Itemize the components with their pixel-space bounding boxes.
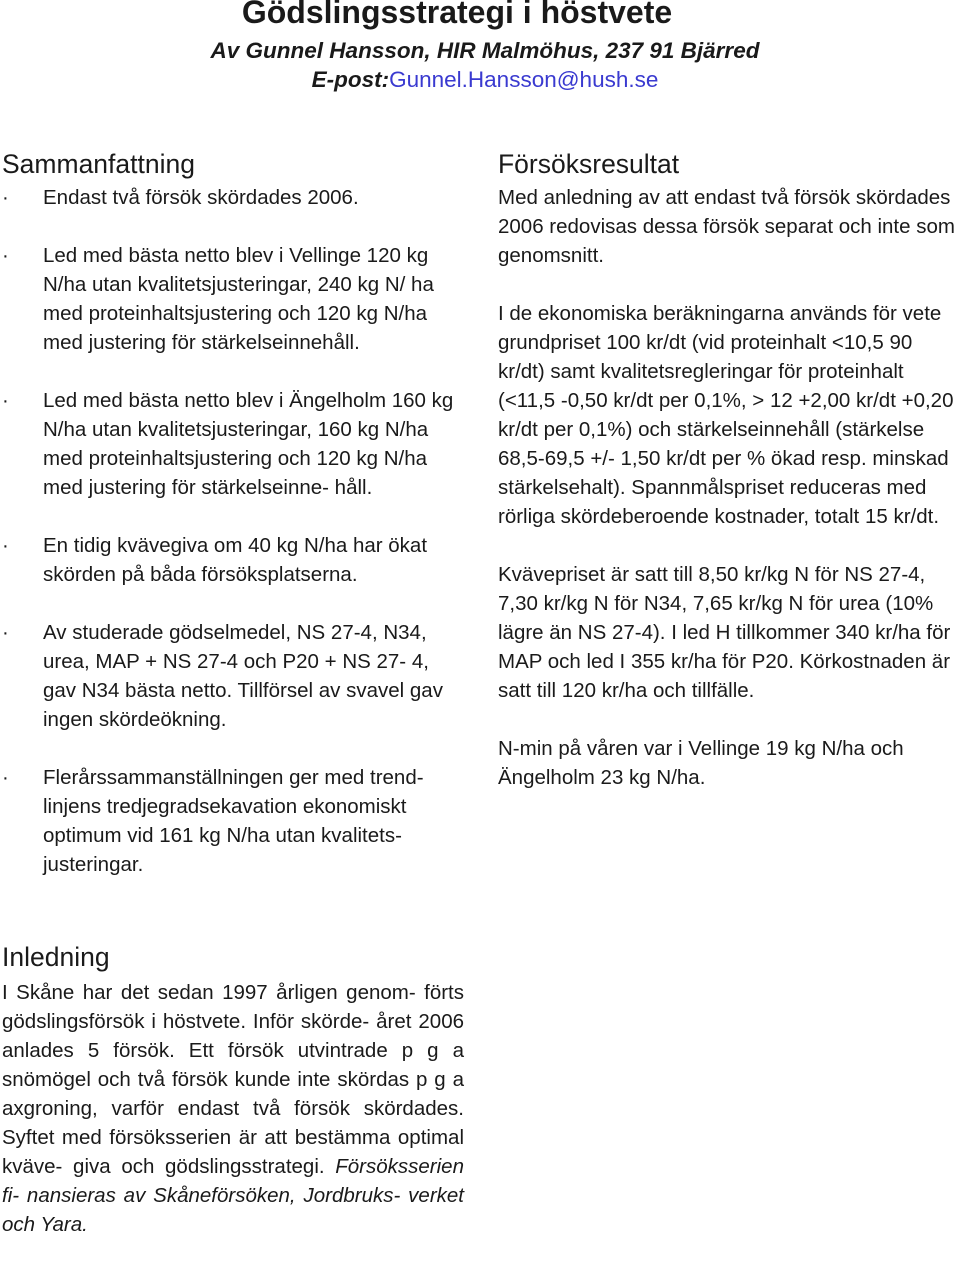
bullet-icon: · xyxy=(2,621,9,644)
email-line xyxy=(0,67,960,93)
summary-item-text: Led med bästa netto blev i Ängelholm 160 kg N/ha utan kvalitetsjusteringar, 160 kg N/ha med proteinhaltsjustering och 120 kg N/ha med justering för stärkelseinne- håll. xyxy=(43,389,454,499)
results-heading: Försöksresultat xyxy=(498,149,680,179)
bullet-icon: · xyxy=(2,186,9,209)
summary-item-text: En tidig kvävegiva om 40 kg N/ha har ökat skörden på båda försöksplatserna. xyxy=(43,534,428,586)
summary-item-text: Av studerade gödselmedel, NS 27-4, N34, urea, MAP + NS 27-4 och P20 + NS 27- 4, gav N34 bästa netto. Tillförsel av svavel gav ingen skördeökning. xyxy=(43,621,443,731)
summary-item xyxy=(2,386,464,502)
document-title: Gödslingsstrategi i höstvete xyxy=(241,0,673,30)
summary-item-text: Led med bästa netto blev i Vellinge 120 kg N/ha utan kvalitetsjusteringar, 240 kg N/ ha med proteinhaltsjustering och 120 kg N/ha med justering för stärkelseinnehåll. xyxy=(43,244,434,354)
bullet-icon: · xyxy=(2,766,9,789)
results-paragraph: N-min på våren var i Vellinge 19 kg N/ha och Ängelholm 23 kg N/ha. xyxy=(498,737,904,789)
summary-section xyxy=(2,145,464,908)
summary-heading: Sammanfattning xyxy=(2,149,195,179)
summary-item-text: Endast två försök skördades 2006. xyxy=(43,186,359,209)
intro-heading: Inledning xyxy=(2,942,110,972)
bullet-icon: · xyxy=(2,244,9,267)
results-section xyxy=(498,145,960,821)
intro-funding-text: Försöksserien fi- nansieras av Skåneförsöken, Jordbruks- verket och Yara. xyxy=(2,1155,464,1236)
summary-list xyxy=(2,183,464,879)
summary-item xyxy=(2,241,464,357)
bullet-icon: · xyxy=(2,389,9,412)
email-link[interactable]: Gunnel.Hansson@hush.se xyxy=(389,67,659,92)
bullet-icon: · xyxy=(2,534,9,557)
summary-item-text: Flerårssammanställningen ger med trend- linjens tredjegradsekavation ekonomiskt optimum vid 161 kg N/ha utan kvalitets- justeringar. xyxy=(43,766,424,876)
author-byline: Av Gunnel Hansson, HIR Malmöhus, 237 91 Bjärred xyxy=(210,38,760,63)
summary-item xyxy=(2,763,464,879)
summary-item xyxy=(2,531,464,589)
summary-item xyxy=(2,618,464,734)
results-paragraph: I de ekonomiska beräkningarna används för vete grundpriset 100 kr/dt (vid proteinhalt <10,5 90 kr/dt) samt kvalitetsregleringar för proteinhalt (<11,5 -0,50 kr/dt per 0,1%, > 12 +2,00 kr/dt +0,20 kr/dt per 0,1%) och stärkelseinnehåll (stärkelse 68,5-69,5 +/- 1,50 kr/dt per % ökad resp. minskad stärkelsehalt). Spannmålspriset reduceras med rörliga skördeberoende kostnader, totalt 15 kr/dt. xyxy=(498,302,954,528)
results-paragraph: Kvävepriset är satt till 8,50 kr/kg N för NS 27-4, 7,30 kr/kg N för N34, 7,65 kr/kg N för urea (10% lägre än NS 27-4). I led H tillkommer 340 kr/ha för MAP och led I 355 kr/ha för P20. Körkostnaden är satt till 120 kr/ha och tillfälle. xyxy=(498,563,951,702)
intro-paragraph xyxy=(2,978,464,1239)
results-paragraph: Med anledning av att endast två försök skördades 2006 redovisas dessa försök separat och inte som genomsnitt. xyxy=(498,186,955,267)
intro-text: I Skåne har det sedan 1997 årligen genom- förts gödslingsförsök i höstvete. Inför skörde- året 2006 anlades 5 försök. Ett försök utvintrade p g a snömögel och två försök kunde inte skördas p g a axgroning, varför endast två försök skördades. Syftet med försöksserien är att bestämma optimal kväve- giva och gödslingsstrategi. xyxy=(2,981,464,1178)
email-label: E-post: xyxy=(311,67,390,92)
summary-item xyxy=(2,183,464,212)
